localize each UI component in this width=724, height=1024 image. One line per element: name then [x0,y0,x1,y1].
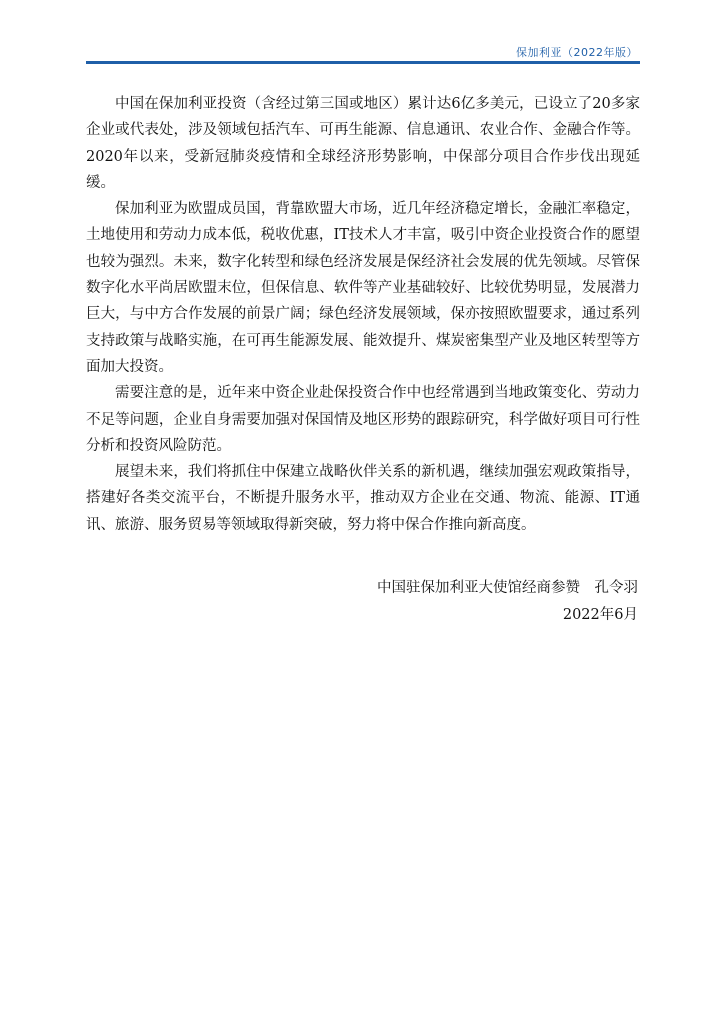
signature-date: 2022年6月 [562,607,638,623]
paragraph-3: 需要注意的是，近年来中资企业赴保投资合作中也经常遇到当地政策变化、劳动力不足等问题，企业自身需要加强对保国情及地区形势的跟踪研究，科学做好项目可行性分析和投资风险防范。 [86,385,640,454]
paragraph-4: 展望未来，我们将抓住中保建立战略伙伴关系的新机遇，继续加强宏观政策指导，搭建好各类交流平台，不断提升服务水平，推动双方企业在交通、物流、能源、IT通讯、旅游、服务贸易等领域取得新突破，努力将中保合作推向新高度。 [86,464,640,533]
running-header-title: 保加利亚（2022年版） [516,46,638,59]
signature-author: 中国驻保加利亚大使馆经商参赞 孔令羽 [377,580,638,596]
header-rule [86,61,640,64]
paragraph-1: 中国在保加利亚投资（含经过第三国或地区）累计达6亿多美元，已设立了20多家企业或代表处，涉及领域包括汽车、可再生能源、信息通讯、农业合作、金融合作等。2020年以来，受新冠肺炎疫情和全球经济形势影响，中保部分项目合作步伐出现延缓。 [86,96,640,191]
body-text [86,91,640,538]
signature-block [377,575,638,629]
paragraph-2: 保加利亚为欧盟成员国，背靠欧盟大市场，近几年经济稳定增长，金融汇率稳定，土地使用和劳动力成本低，税收优惠，IT技术人才丰富，吸引中资企业投资合作的愿望也较为强烈。未来，数字化转型和绿色经济发展是保经济社会发展的优先领域。尽管保数字化水平尚居欧盟末位，但保信息、软件等产业基础较好、比较优势明显，发展潜力巨大，与中方合作发展的前景广阔；绿色经济发展领域，保亦按照欧盟要求，通过系列支持政策与战略实施，在可再生能源发展、能效提升、煤炭密集型产业及地区转型等方面加大投资。 [86,201,640,375]
